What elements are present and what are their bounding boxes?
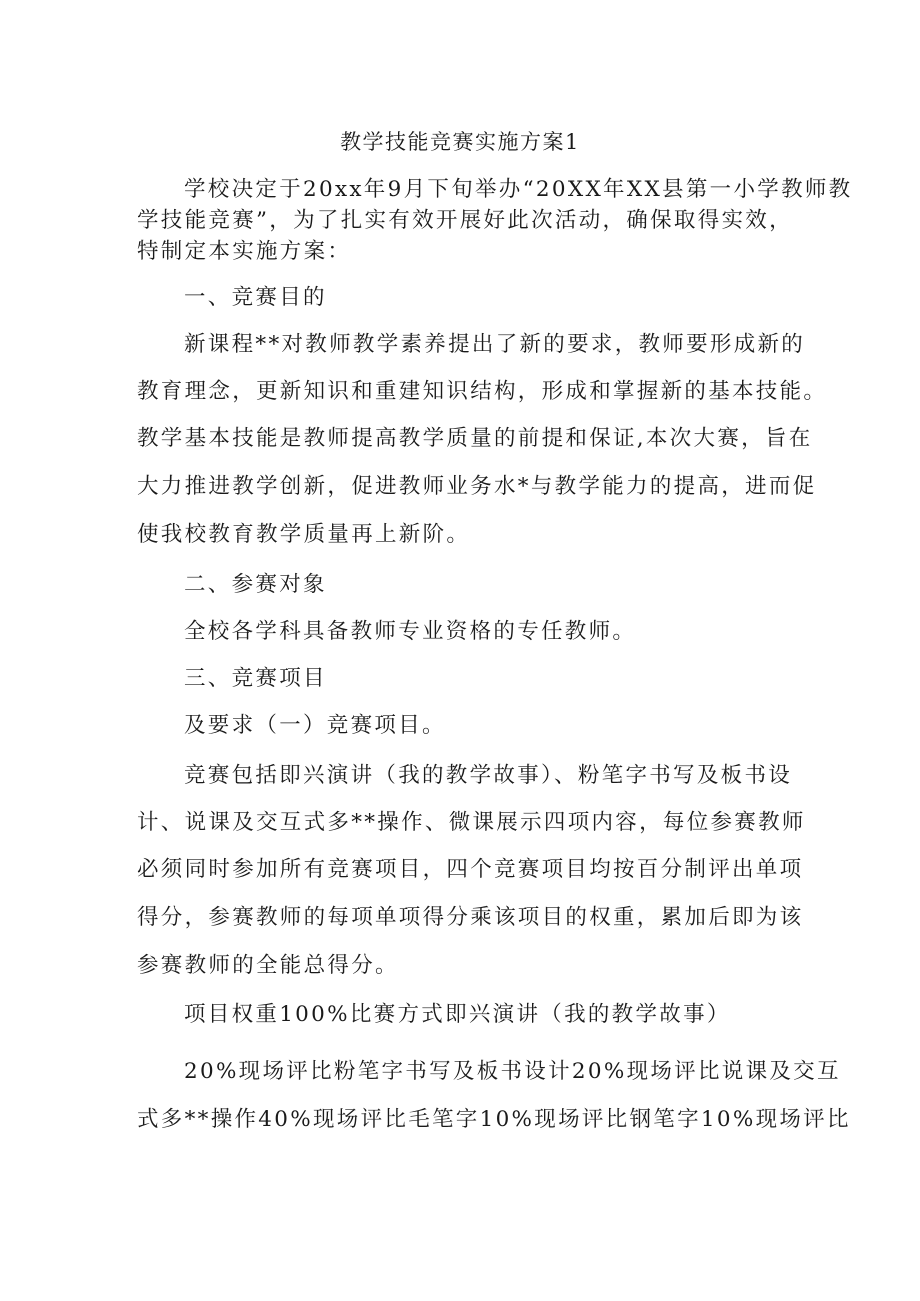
paragraph-line: 使我校教育教学质量再上新阶。 [137, 522, 471, 547]
paragraph-line: 计、说课及交互式多**操作、微课展示四项内容，每位参赛教师 [137, 810, 806, 835]
section-heading: 一、竞赛目的 [184, 285, 327, 310]
paragraph-line: 竞赛包括即兴演讲（我的教学故事）、粉笔字书写及板书设 [184, 763, 793, 788]
paragraph-line: 全校各学科具备教师专业资格的专任教师。 [184, 619, 637, 644]
paragraph-line: 式多**操作40%现场评比毛笔字10%现场评比钢笔字10%现场评比 [137, 1107, 851, 1132]
paragraph-line: 20%现场评比粉笔字书写及板书设计20%现场评比说课及交互 [184, 1059, 841, 1084]
paragraph-line: 教学基本技能是教师提高教学质量的前提和保证,本次大赛，旨在 [137, 426, 813, 451]
paragraph-line: 新课程**对教师教学素养提出了新的要求，教师要形成新的 [184, 332, 806, 357]
paragraph-line: 学校决定于20xx年9月下旬举办“20XX年XX县第一小学教师教 [184, 177, 853, 202]
section-heading: 二、参赛对象 [184, 572, 327, 597]
paragraph-line: 特制定本实施方案： [137, 239, 352, 264]
paragraph-line: 大力推进教学创新，促进教师业务水*与教学能力的提高，进而促 [137, 474, 817, 499]
paragraph-line: 必须同时参加所有竞赛项目，四个竞赛项目均按百分制评出单项 [137, 857, 804, 882]
paragraph-line: 教育理念，更新知识和重建知识结构，形成和掌握新的基本技能。 [137, 379, 828, 404]
paragraph-line: 得分，参赛教师的每项单项得分乘该项目的权重，累加后即为该 [137, 905, 804, 930]
section-heading: 三、竞赛项目 [184, 666, 327, 691]
paragraph-line: 及要求（一）竞赛项目。 [184, 713, 446, 738]
paragraph-line: 项目权重100%比赛方式即兴演讲（我的教学故事） [184, 1002, 731, 1027]
document-title: 教学技能竞赛实施方案1 [340, 130, 580, 154]
paragraph-line: 参赛教师的全能总得分。 [137, 953, 399, 978]
paragraph-line: 学技能竞赛”，为了扎实有效开展好此次活动，确保取得实效， [137, 208, 793, 233]
